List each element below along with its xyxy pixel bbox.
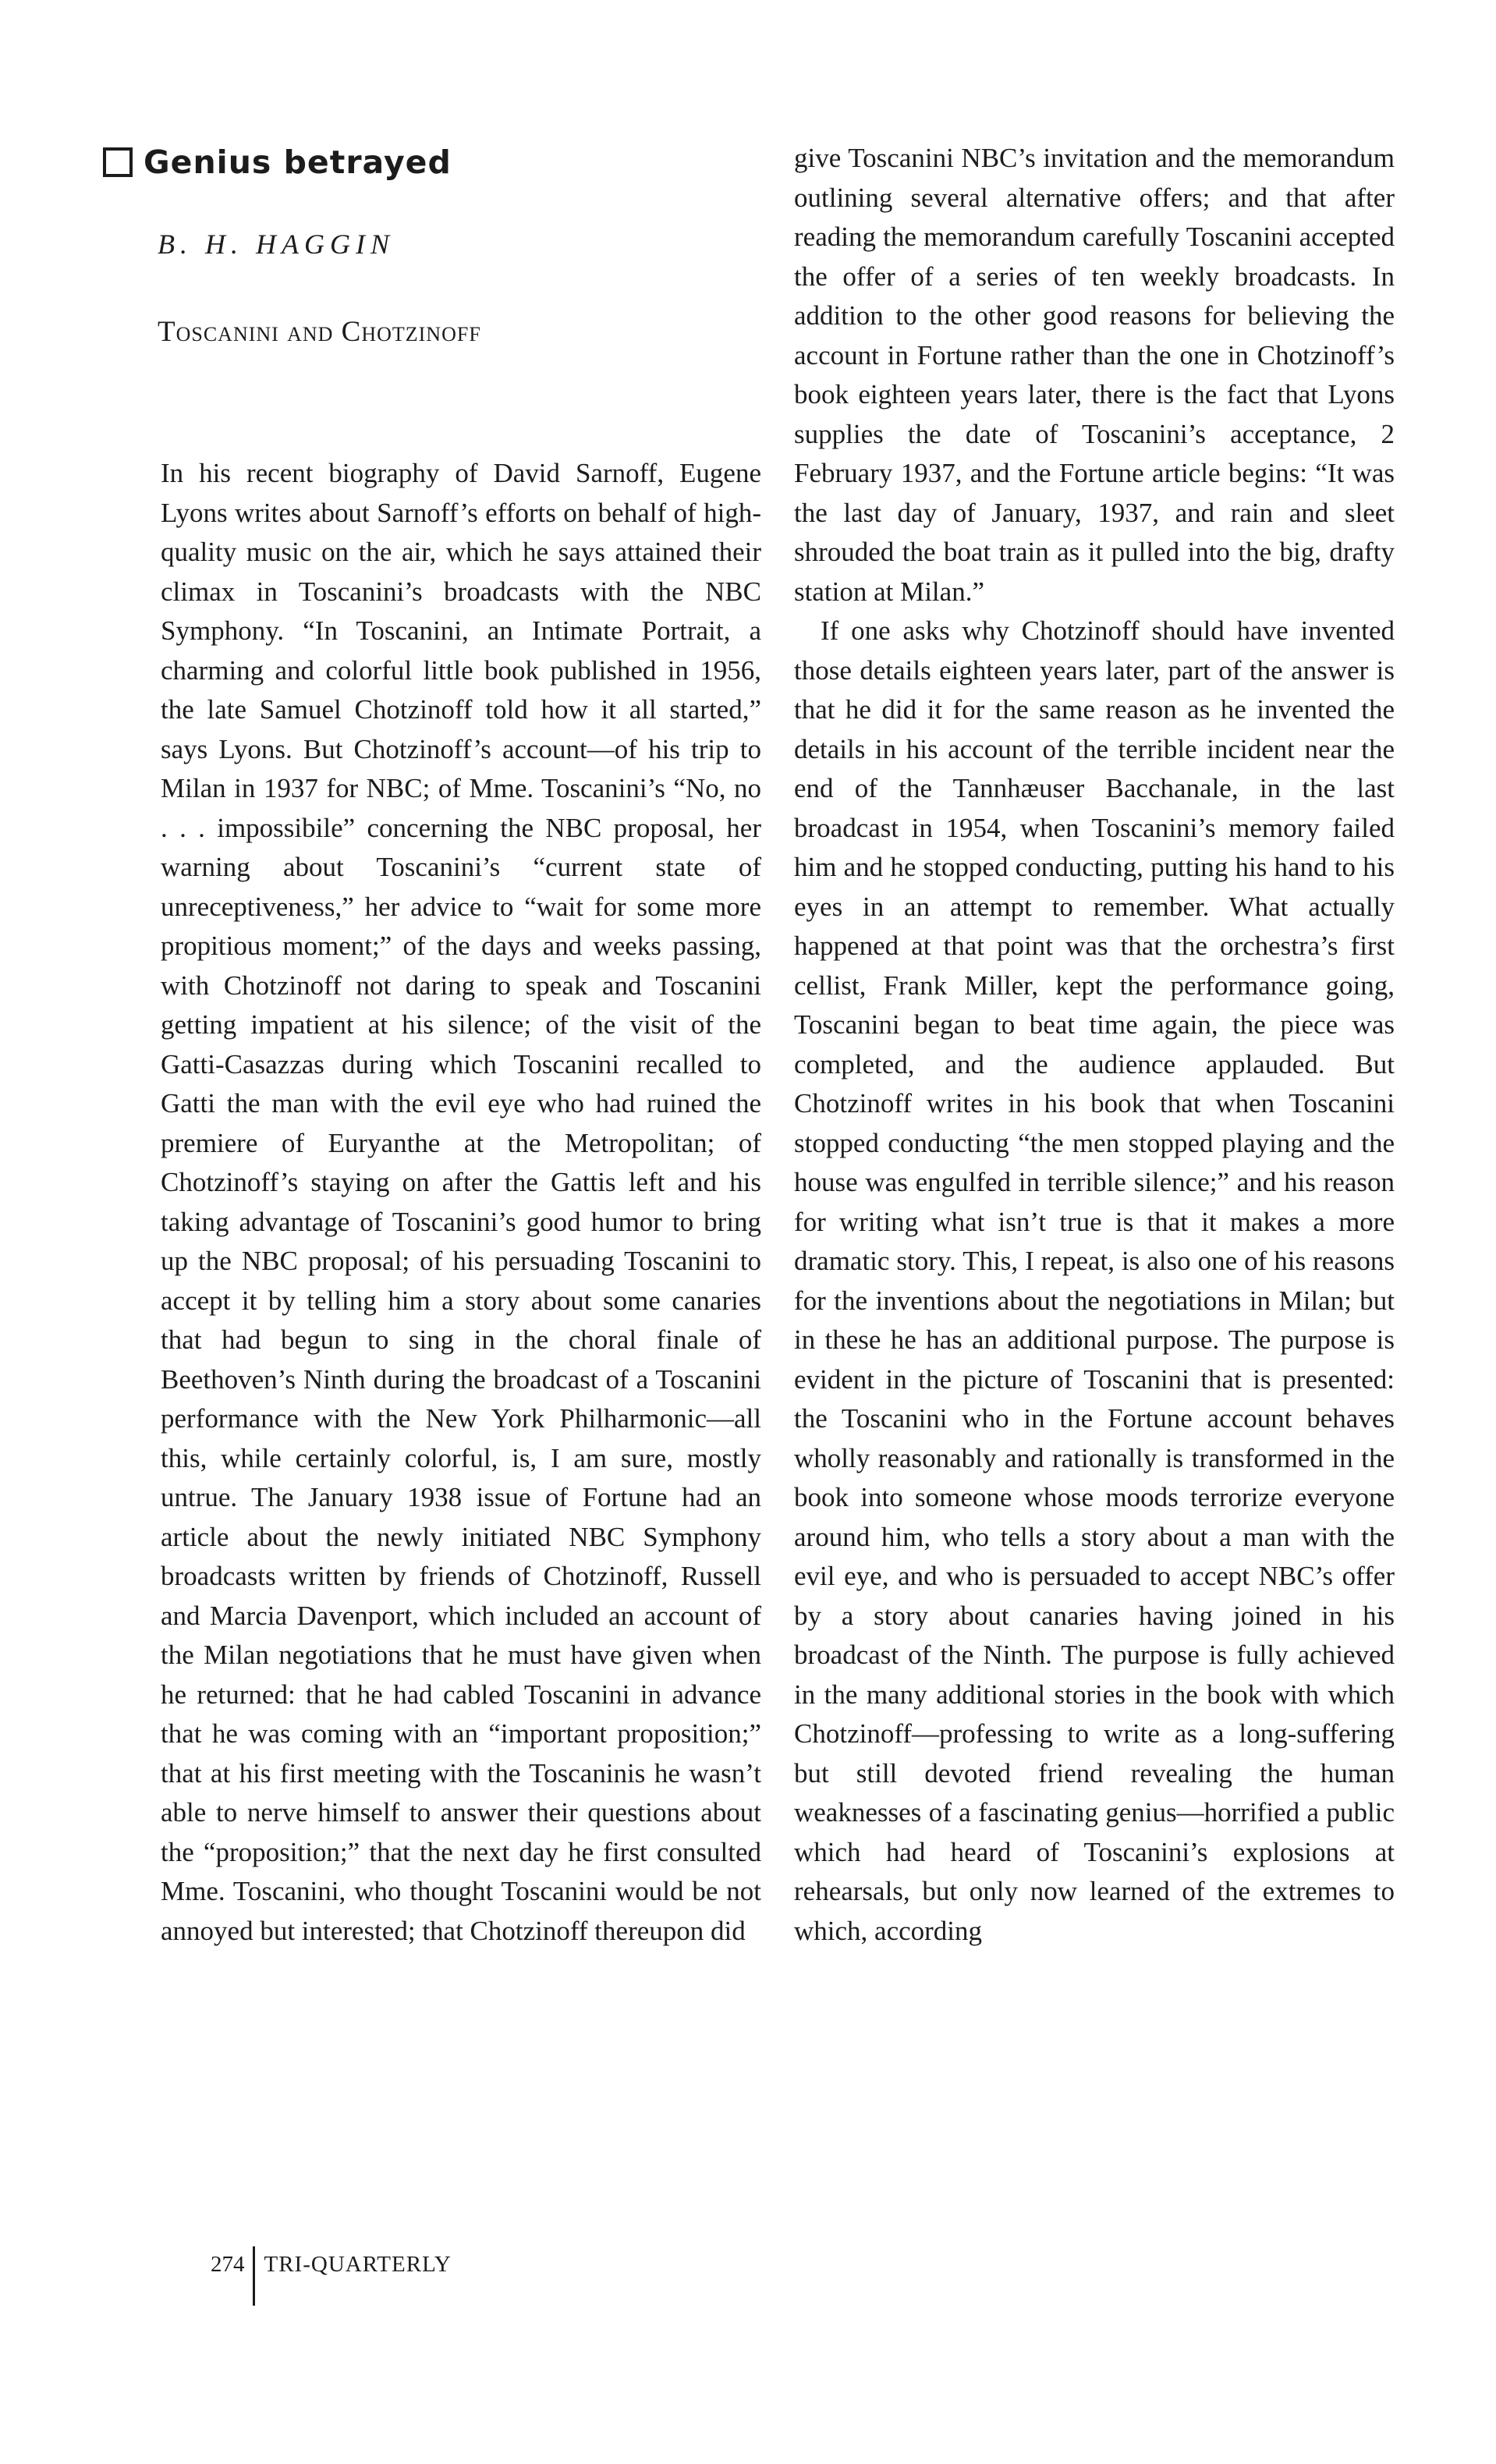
left-column bbox=[161, 454, 761, 1951]
article-subtitle: Toscanini and Chotzinoff bbox=[158, 316, 481, 348]
article-heading bbox=[103, 144, 452, 181]
paragraph: give Toscanini NBC’s invitation and the memorandum outlining several alternative offers; and that after reading the memorandum carefully Toscanini accepted the offer of a series of ten weekly broadcasts. In addition to the other good reasons for believing the account in Fortune rather than the one in Chotzinoff’s book eighteen years later, there is the fact that Lyons supplies the date of Toscanini’s acceptance, 2 February 1937, and the Fortune article begins: “It was the last day of January, 1937, and rain and sleet shrouded the boat train as it pulled into the big, drafty station at Milan.” bbox=[794, 143, 1395, 607]
right-column bbox=[794, 139, 1395, 1951]
page-number: 274 bbox=[211, 2252, 245, 2277]
page-footer bbox=[211, 2246, 452, 2301]
journal-name: TRI-QUARTERLY bbox=[264, 2252, 452, 2277]
checkbox-square-icon bbox=[103, 147, 133, 177]
paragraph: In his recent biography of David Sarnoff, Eugene Lyons writes about Sarnoff’s efforts on behalf of high-quality music on the air, which he says attained their climax in Toscanini’s broadcasts with the NBC Symphony. “In Toscanini, an Intimate Portrait, a charming and colorful little book published in 1956, the late Samuel Chotzinoff told how it all started,” says Lyons. But Chotzinoff’s account—of his trip to Milan in 1937 for NBC; of Mme. Toscanini’s “No, no . . . impossibile” concerning the NBC proposal, her warning about Toscanini’s “current state of unreceptiveness,” her advice to “wait for some more propitious moment;” of the days and weeks passing, with Chotzinoff not daring to speak and Toscanini getting impatient at his silence; of the visit of the Gatti-Casazzas during which Toscanini recalled to Gatti the man with the evil eye who had ruined the premiere of Euryanthe at the Metropolitan; of Chotzinoff’s staying on after the Gattis left and his taking advantage of Toscanini’s good humor to bring up the NBC proposal; of his persuading Toscanini to accept it by telling him a story about some canaries that had begun to sing in the choral finale of Beethoven’s Ninth during the broadcast of a Toscanini performance with the New York Philharmonic—all this, while certainly colorful, is, I am sure, mostly untrue. The January 1938 issue of Fortune had an article about the newly initiated NBC Symphony broadcasts written by friends of Chotzinoff, Russell and Marcia Davenport, which included an account of the Milan negotiations that he must have given when he returned: that he had cabled Toscanini in advance that he was coming with an “important proposition;” that at his first meeting with the Toscaninis he wasn’t able to nerve himself to answer their questions about the “proposition;” that the next day he first consulted Mme. Toscanini, who thought Toscanini would be not annoyed but interested; that Chotzinoff thereupon did bbox=[161, 458, 761, 1946]
article-title: Genius betrayed bbox=[144, 144, 452, 181]
article-author: B. H. HAGGIN bbox=[158, 229, 395, 260]
paragraph: If one asks why Chotzinoff should have invented those details eighteen years later, part of the answer is that he did it for the same reason as he invented the details in his account of the terrible incident near the end of the Tannhæuser Bacchanale, in the last broadcast in 1954, when Toscanini’s memory failed him and he stopped conducting, putting his hand to his eyes in an attempt to remember. What actually happened at that point was that the orchestra’s first cellist, Frank Miller, kept the performance going, Toscanini began to beat time again, the piece was completed, and the audience applauded. But Chotzinoff writes in his book that when Toscanini stopped conducting “the men stopped playing and the house was engulfed in terrible silence;” and his reason for writing what isn’t true is that it makes a more dramatic story. This, I repeat, is also one of his reasons for the inventions about the negotiations in Milan; but in these he has an additional purpose. The purpose is evident in the picture of Toscanini that is presented: the Toscanini who in the Fortune account behaves wholly reasonably and rationally is transformed in the book into someone whose moods terrorize everyone around him, who tells a story about a man with the evil eye, and who is persuaded to accept NBC’s offer by a story about canaries having joined in his broadcast of the Ninth. The purpose is fully achieved in the many additional stories in the book with which Chotzinoff—professing to write as a long-suffering but still devoted friend revealing the human weaknesses of a fascinating genius—horrified a public which had heard of Toscanini’s explosions at rehearsals, but only now learned of the extremes to which, according bbox=[794, 615, 1395, 1946]
